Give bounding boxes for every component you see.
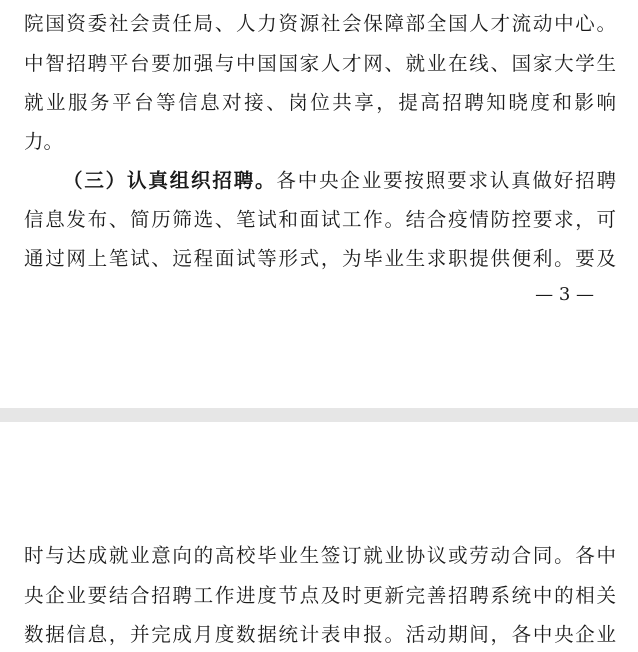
- paragraph-line: 信息发布、简历筛选、笔试和面试工作。结合疫情防控要求，可: [24, 208, 616, 231]
- paragraph-line: 数据信息，并完成月度数据统计表申报。活动期间，各中央企业: [24, 623, 616, 646]
- paragraph-line: 就业服务平台等信息对接、岗位共享，提高招聘知晓度和影响: [24, 91, 616, 114]
- paragraph-line: 通过网上笔试、远程面试等形式，为毕业生求职提供便利。要及: [24, 247, 616, 270]
- paragraph-line: 央企业要结合招聘工作进度节点及时更新完善招聘系统中的相关: [24, 584, 616, 607]
- section-heading: （三）认真组织招聘。: [63, 169, 277, 192]
- page-separator: [0, 408, 638, 422]
- page-number: — 3 —: [535, 284, 594, 305]
- paragraph-line: 力。: [24, 130, 64, 153]
- paragraph-line: 院国资委社会责任局、人力资源社会保障部全国人才流动中心。: [24, 12, 616, 35]
- document-page-4: [0, 422, 638, 652]
- section-first-line-text: 各中央企业要按照要求认真做好招聘: [276, 169, 616, 192]
- section-first-line: [63, 169, 616, 193]
- paragraph-line: 中智招聘平台要加强与中国国家人才网、就业在线、国家大学生: [24, 52, 616, 75]
- paragraph-line: 时与达成就业意向的高校毕业生签订就业协议或劳动合同。各中: [24, 544, 616, 567]
